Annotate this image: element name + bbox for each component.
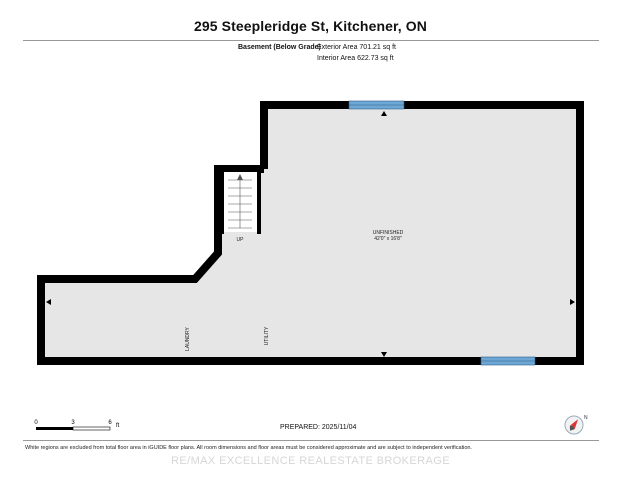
scale-unit: ft xyxy=(116,423,120,429)
scale-tick-6: 6 xyxy=(108,420,112,426)
stair-well xyxy=(222,172,259,232)
footer-divider xyxy=(23,440,599,441)
brokerage-watermark: RE/MAX EXCELLENCE REALESTATE BROKERAGE xyxy=(171,455,450,467)
disclaimer-text: White regions are excluded from total floor area in iGUIDE floor plans. All room dimensions and floor areas must be considered approximate and are subject to independent verification. xyxy=(25,445,472,451)
svg-text:N: N xyxy=(584,415,588,421)
stair-label-up: UP xyxy=(236,237,244,243)
scale-tick-3: 3 xyxy=(71,420,75,426)
floor-area xyxy=(41,105,580,361)
room-label-unfinished: UNFINISHED xyxy=(372,230,404,236)
prepared-date: PREPARED: 2025/11/04 xyxy=(280,424,357,431)
scale-tick-0: 0 xyxy=(34,420,38,426)
interior-area: Interior Area 622.73 sq ft xyxy=(317,55,394,62)
floor-level-label: Basement (Below Grade) xyxy=(238,44,321,51)
room-label-utility: UTILITY xyxy=(264,326,270,346)
room-dimensions: 42'0" x 16'8" xyxy=(374,236,402,242)
scale-bar xyxy=(33,418,133,438)
page-title: 295 Steepleridge St, Kitchener, ON xyxy=(194,18,427,34)
exterior-area: Exterior Area 701.21 sq ft xyxy=(317,44,396,51)
room-label-laundry: LAUNDRY xyxy=(185,327,191,351)
north-arrow-icon xyxy=(562,412,590,438)
